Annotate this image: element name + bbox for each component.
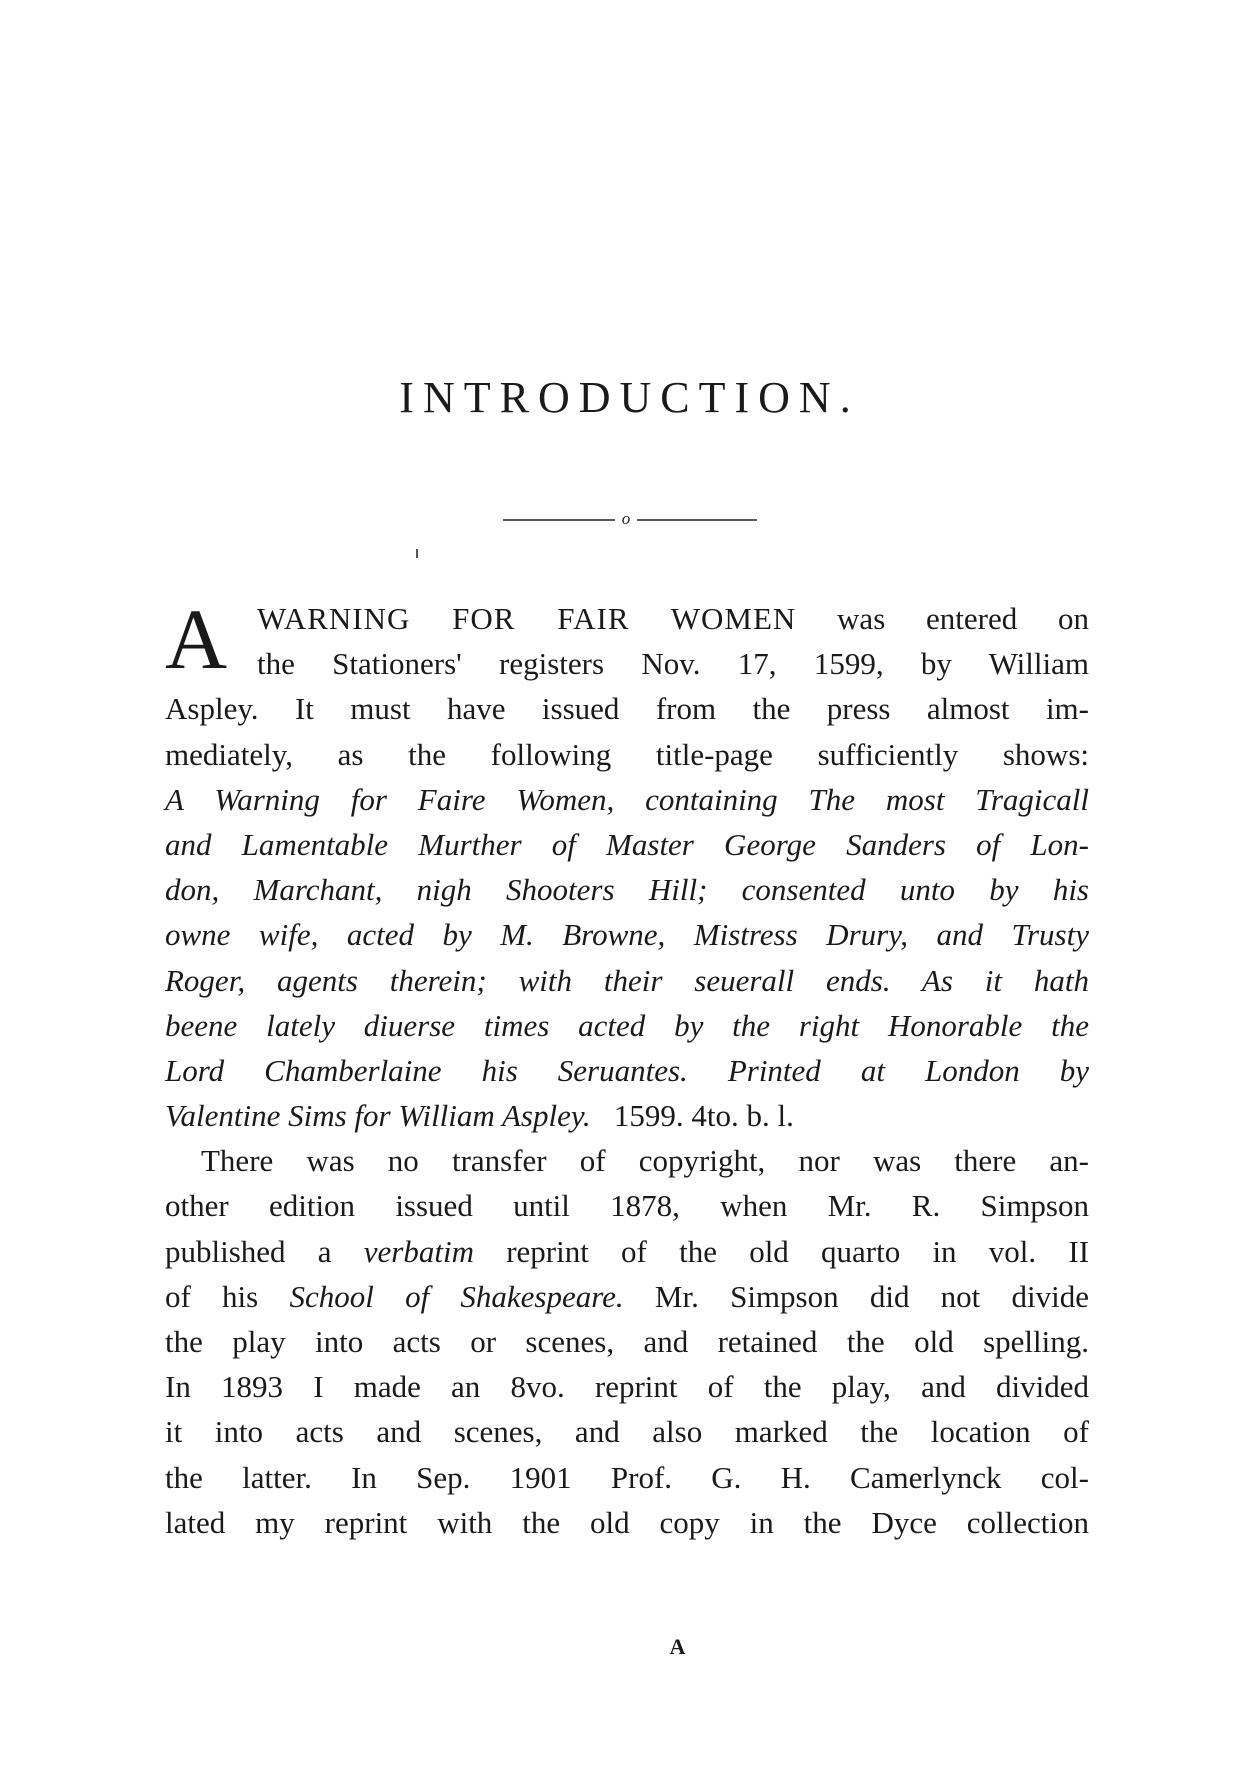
signature-mark: A: [669, 1634, 686, 1659]
text-line: Roger, agents therein; with their seuerall ends. As it hath: [165, 962, 1089, 998]
ornament-glyph: o: [621, 509, 631, 528]
text-line: WARNING FOR FAIR WOMEN was entered on: [257, 601, 1089, 636]
second-paragraph: [165, 1138, 1089, 1545]
stray-mark: [416, 549, 418, 558]
text-line: lated my reprint with the old copy in the Dyce collection: [165, 1504, 1089, 1540]
text-line: of his School of Shakespeare. Mr. Simpson did not divide: [165, 1278, 1090, 1314]
text-line: published a verbatim reprint of the old quarto in vol. II: [165, 1233, 1090, 1269]
text-line: owne wife, acted by M. Browne, Mistress Drury, and Trusty: [165, 917, 1089, 953]
body-text: [165, 591, 1090, 1545]
intro-paragraph: [165, 591, 1089, 1138]
text-line: In 1893 I made an 8vo. reprint of the play, and divided: [165, 1369, 1089, 1405]
text-line: other edition issued until 1878, when Mr. R. Simpson: [165, 1188, 1089, 1224]
text-line: There was no transfer of copyright, nor was there an-: [201, 1143, 1089, 1179]
page-title: INTRODUCTION.: [399, 373, 860, 422]
text-line: and Lamentable Murther of Master George Sanders of Lon-: [165, 826, 1089, 862]
ornament-rule: [499, 508, 761, 528]
text-line: don, Marchant, nigh Shooters Hill; consented unto by his: [165, 872, 1089, 908]
text-line: Lord Chamberlaine his Seruantes. Printed at London by: [165, 1052, 1089, 1088]
text-line: it into acts and scenes, and also marked the location of: [165, 1414, 1089, 1450]
text-line: Aspley. It must have issued from the press almost im-: [165, 691, 1089, 727]
text-line: A Warning for Faire Women, containing The most Tragicall: [165, 781, 1089, 817]
text-line: the latter. In Sep. 1901 Prof. G. H. Camerlynck col-: [165, 1459, 1089, 1495]
text-line: Valentine Sims for William Aspley. 1599. 4to. b. l.: [165, 1098, 794, 1134]
text-line: mediately, as the following title-page sufficiently shows:: [165, 736, 1089, 772]
text-line: the Stationers' registers Nov. 17, 1599, by William: [257, 646, 1089, 682]
text-line: the play into acts or scenes, and retained the old spelling.: [165, 1324, 1089, 1359]
drop-cap: A: [165, 591, 228, 687]
text-line: beene lately diuerse times acted by the right Honorable the: [165, 1007, 1089, 1043]
